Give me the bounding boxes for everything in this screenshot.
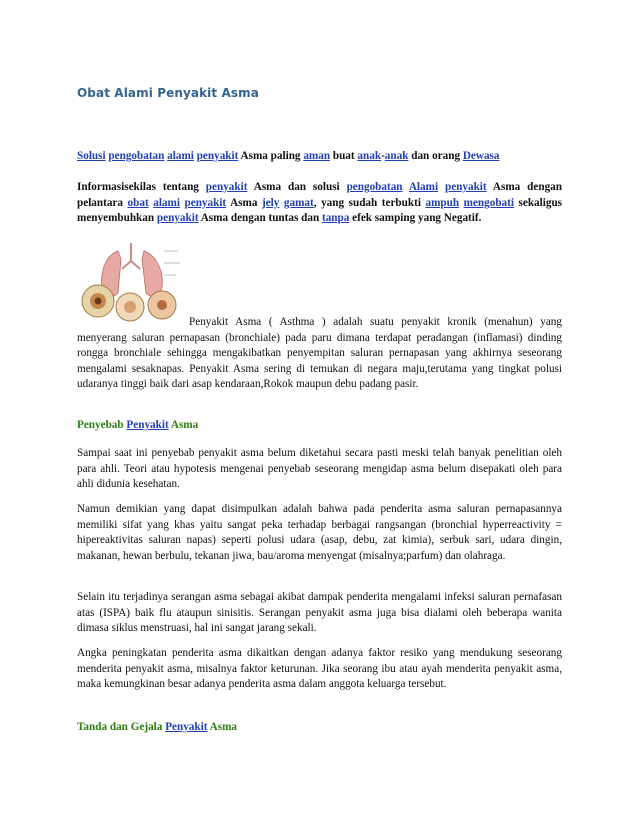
inline-link[interactable]: penyakit xyxy=(444,181,487,193)
inline-link[interactable]: aman xyxy=(303,150,331,162)
inline-text: efek samping yang Negatif. xyxy=(349,212,482,224)
intro-paragraph xyxy=(77,180,562,227)
inline-link[interactable]: mengobati xyxy=(463,196,514,209)
inline-link[interactable]: Dewasa xyxy=(462,150,500,162)
paragraph-causes-4: Angka peningkatan penderita asma dikaitkan dengan adanya faktor resiko yang mendukung seseorang menderita penyakit asma, misalnya faktor keturunan. Jika seorang ibu atau ayah menderita penyakit asma, maka kemungkinan besar adanya penderita asma dalam anggota keluarga tersebut. xyxy=(77,647,562,690)
inline-link[interactable]: Alami xyxy=(408,181,439,193)
inline-link[interactable]: ampuh xyxy=(425,196,460,209)
inline-text xyxy=(438,181,445,193)
page-title: Obat Alami Penyakit Asma xyxy=(77,86,259,100)
inline-link[interactable]: anak xyxy=(357,150,382,162)
inline-text: , yang sudah terbukti xyxy=(313,196,426,209)
inline-text: buat xyxy=(330,150,358,162)
heading-causes: Penyebab Penyakit Asma xyxy=(77,419,199,431)
inline-link[interactable]: penyakit xyxy=(184,196,227,209)
inline-text: sekaligus menyembuhkan xyxy=(77,196,563,224)
link-penyakit[interactable]: Penyakit xyxy=(165,721,208,733)
inline-link[interactable]: alami xyxy=(167,150,194,162)
inline-link[interactable]: gamat xyxy=(283,196,314,209)
inline-text: Asma dengan tuntas dan xyxy=(198,212,322,224)
inline-link[interactable]: pengobatan xyxy=(108,150,165,162)
inline-text: dan orang xyxy=(408,150,463,162)
inline-link[interactable]: pengobatan xyxy=(346,181,403,193)
inline-link[interactable]: jely xyxy=(261,196,280,209)
inline-link[interactable]: penyakit xyxy=(156,212,199,224)
subtitle-line xyxy=(77,149,562,165)
paragraph-causes-1: Sampai saat ini penyebab penyakit asma belum diketahui secara pasti meski telah banyak penelitian oleh para ahli. Teori atau hypotesis mengenai penyebab seseorang mengidap asma belum disepakati oleh para ahli didunia kesehatan. xyxy=(77,447,562,490)
inline-text: - xyxy=(381,150,385,162)
inline-link[interactable]: penyakit xyxy=(196,150,239,162)
link-penyakit[interactable]: Penyakit xyxy=(126,419,169,431)
inline-text: Asma xyxy=(226,196,262,209)
inline-text: Informasisekilas tentang xyxy=(77,181,206,193)
paragraph-causes-3: Selain itu terjadinya serangan asma sebagai akibat dampak penderita mengalami infeksi saluran pernafasan atas (ISPA) baik flu ataupun sinisitis. Serangan penyakit asma juga bisa dialami oleh beberapa wanita dimasa siklus menstruasi, hal ini sangat jarang sekali. xyxy=(77,591,562,634)
inline-link[interactable]: obat xyxy=(127,196,149,209)
inline-link[interactable]: Solusi xyxy=(77,150,106,162)
heading-symptoms: Tanda dan Gejala Penyakit Asma xyxy=(77,721,237,733)
paragraph-definition: Penyakit Asma ( Asthma ) adalah suatu penyakit kronik (menahun) yang menyerang saluran pernapasan (bronchiale) pada paru dimana terdapat peradangan (inflamasi) dinding rongga bronchiale sehingga mengakibatkan penyempitan saluran pernapasan yang akhirnya seseorang mengalami sesaknapas. Penyakit Asma sering di temukan di negara maju,terutama yang tingkat polusi udaranya tinggi baik dari asap kendaraan,Rokok maupun debu padang pasir. xyxy=(77,316,562,390)
inline-text: Asma dengan pelantara xyxy=(77,181,562,209)
inline-link[interactable]: alami xyxy=(153,196,180,209)
paragraph-causes-2: Namun demikian yang dapat disimpulkan adalah bahwa pada penderita asma saluran pernapasannya memiliki sifat yang khas yaitu sangat peka terhadap berbagai rangsangan (bronchial hyperreactivity = hipereaktivitas saluran napas) seperti polusi udara (asap, debu, zat kimia), serbuk sari, udara dingin, makanan, hewan berbulu, tekanan jiwa, bau/aroma menyengat (misalnya;parfum) dan olahraga. xyxy=(77,503,562,562)
inline-link[interactable]: tanpa xyxy=(321,212,350,224)
inline-text: Asma dan solusi xyxy=(247,181,347,193)
inline-link[interactable]: penyakit xyxy=(205,181,248,193)
inline-text: Asma paling xyxy=(238,150,304,162)
inline-link[interactable]: anak xyxy=(384,150,409,162)
